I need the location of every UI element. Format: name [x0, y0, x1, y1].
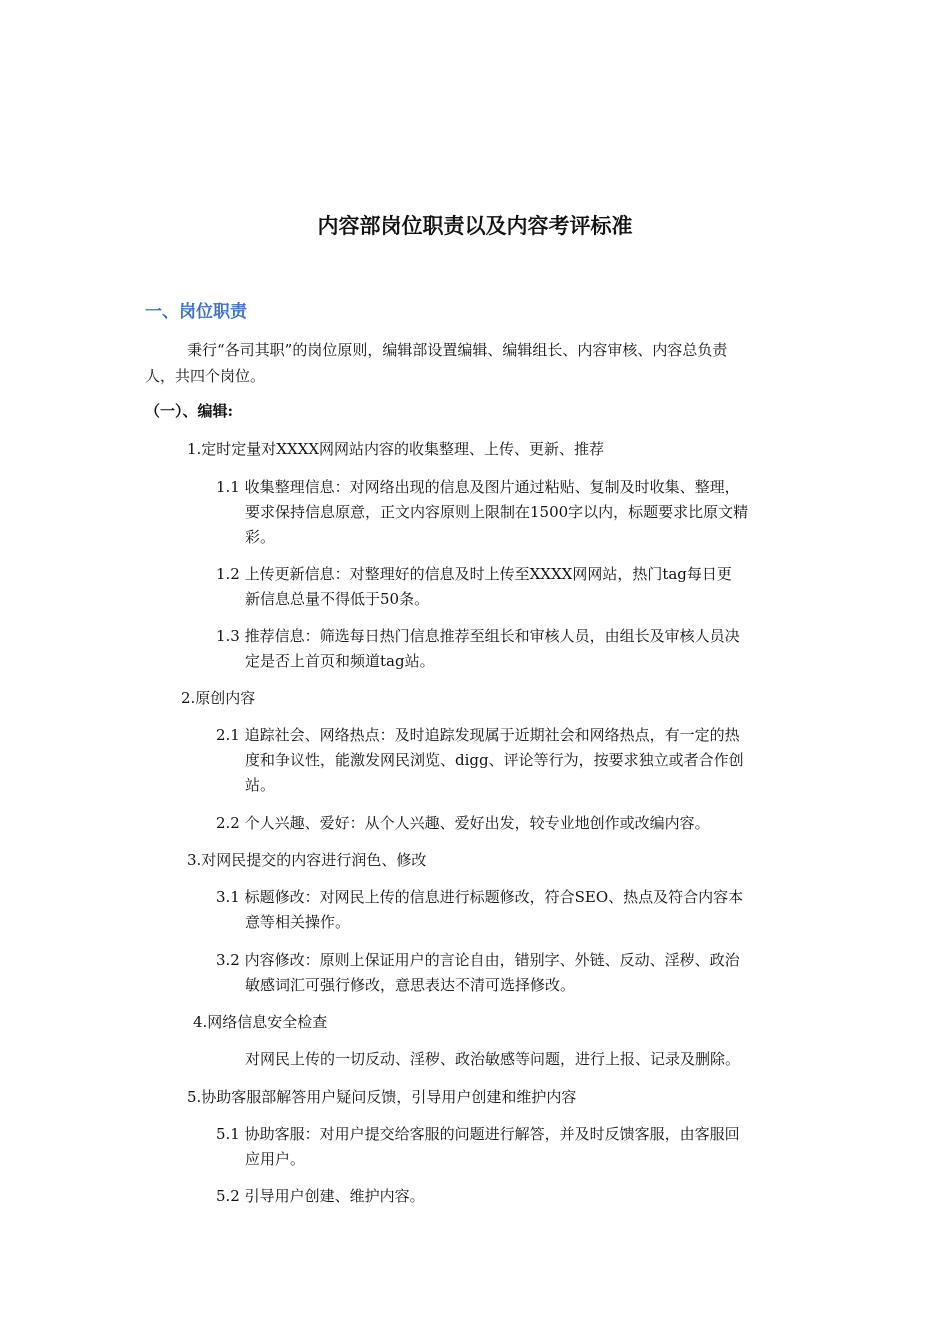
item-2-heading: 2.原创内容	[181, 689, 256, 707]
section-heading-job-duties: 一、岗位职责	[145, 302, 247, 322]
item-2-1-line-1: 2.1 追踪社会、网络热点：及时追踪发现属于近期社会和网络热点，有一定的热	[216, 726, 740, 744]
item-1-1-line-3: 彩。	[245, 528, 276, 546]
intro-line-2: 人，共四个岗位。	[145, 367, 266, 385]
item-1-1-line-1: 1.1 收集整理信息：对网络出现的信息及图片通过粘贴、复制及时收集、整理，	[216, 478, 740, 496]
item-1-1-line-2: 要求保持信息原意，正文内容原则上限制在1500字以内，标题要求比原文精	[245, 503, 749, 521]
item-1-3-line-2: 定是否上首页和频道tag站。	[245, 652, 435, 670]
page-title: 内容部岗位职责以及内容考评标准	[317, 214, 633, 238]
item-3-1-line-2: 意等相关操作。	[245, 913, 351, 931]
subsection-heading-editor: （一）、编辑:	[145, 402, 234, 420]
item-1-2-line-2: 新信息总量不得低于50条。	[245, 590, 430, 608]
item-5-2-line-1: 5.2 引导用户创建、维护内容。	[216, 1187, 425, 1205]
intro-line-1: 秉行“各司其职”的岗位原则，编辑部设置编辑、编辑组长、内容审核、内容总负责	[187, 341, 728, 359]
item-3-1-line-1: 3.1 标题修改：对网民上传的信息进行标题修改，符合SEO、热点及符合内容本	[216, 888, 744, 906]
item-5-heading: 5.协助客服部解答用户疑问反馈，引导用户创建和维护内容	[187, 1088, 577, 1106]
item-5-1-line-2: 应用户。	[245, 1150, 306, 1168]
item-1-2-line-1: 1.2 上传更新信息：对整理好的信息及时上传至XXXX网网站，热门tag每日更	[216, 565, 732, 583]
item-3-heading: 3.对网民提交的内容进行润色、修改	[187, 851, 427, 869]
item-2-1-line-3: 站。	[245, 776, 276, 794]
item-4-text-line-1: 对网民上传的一切反动、淫秽、政治敏感等问题，进行上报、记录及删除。	[245, 1050, 741, 1068]
item-3-2-line-2: 敏感词汇可强行修改，意思表达不清可选择修改。	[245, 976, 576, 994]
item-1-3-line-1: 1.3 推荐信息：筛选每日热门信息推荐至组长和审核人员，由组长及审核人员决	[216, 627, 740, 645]
item-4-heading: 4.网络信息安全检查	[193, 1013, 328, 1031]
item-3-2-line-1: 3.2 内容修改：原则上保证用户的言论自由，错别字、外链、反动、淫秽、政治	[216, 951, 740, 969]
item-1-heading: 1.定时定量对XXXX网网站内容的收集整理、上传、更新、推荐	[187, 440, 605, 458]
item-2-1-line-2: 度和争议性，能激发网民浏览、digg、评论等行为，按要求独立或者合作创	[245, 751, 744, 769]
item-2-2-line-1: 2.2 个人兴趣、爱好：从个人兴趣、爱好出发，较专业地创作或改编内容。	[216, 814, 710, 832]
item-5-1-line-1: 5.1 协助客服：对用户提交给客服的问题进行解答，并及时反馈客服，由客服回	[216, 1125, 740, 1143]
